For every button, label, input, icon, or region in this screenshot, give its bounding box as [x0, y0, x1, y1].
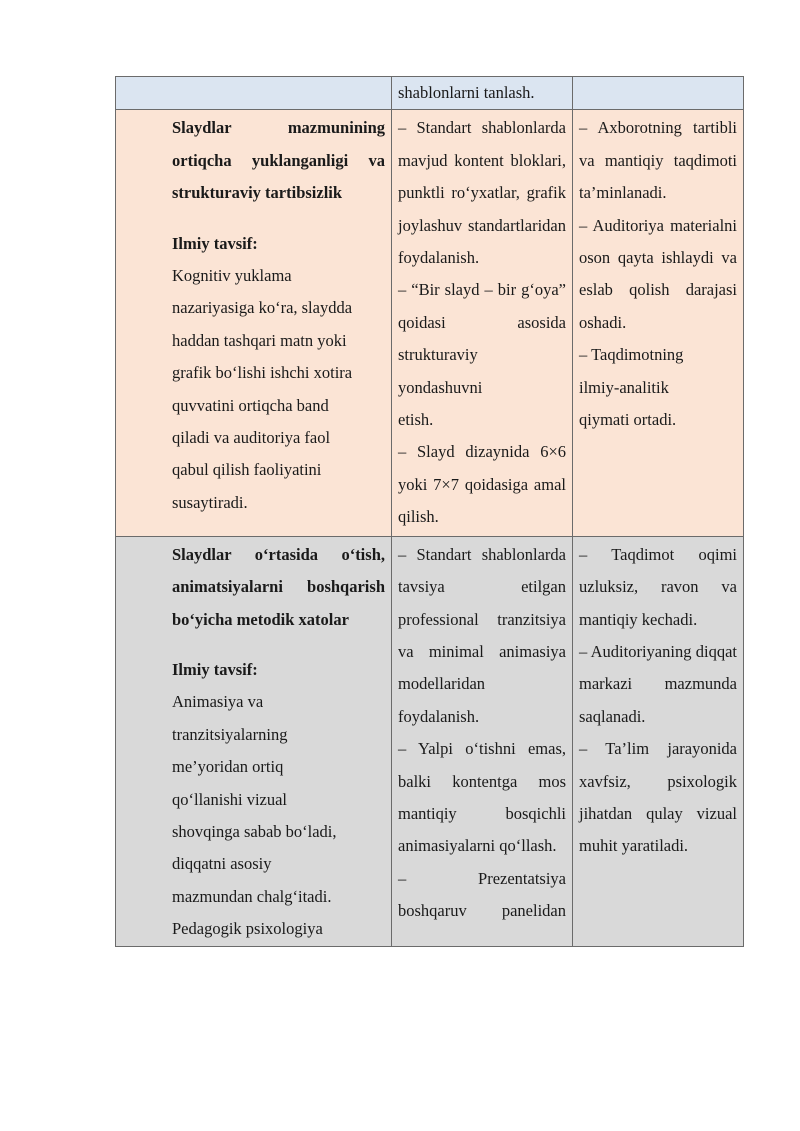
description-line: Pedagogik psixologiya: [172, 919, 323, 939]
table-row: [116, 536, 744, 946]
solution-item: etish.: [398, 410, 434, 430]
description-line: Kognitiv yuklama: [172, 266, 292, 286]
description-line: qo‘llanishi vizual: [172, 789, 288, 809]
solution-item: – Slayd dizaynida 6×6 yoki 7×7 qoidasiga amal qilish.: [398, 442, 566, 527]
description-line: qabul qilish faoliyatini: [172, 460, 322, 480]
result-item: – Auditoriyaning diqqat markazi mazmunda saqlanadi.: [579, 641, 737, 726]
solution-item: – “Bir slayd – bir g‘oya” qoidasi asosida strukturaviy yondashuvni: [398, 280, 566, 397]
solution-item: – Yalpi o‘tishni emas, balki kontentga mos mantiqiy bosqichli animasiyalarni qo‘llash.: [398, 739, 566, 856]
table-row: [116, 77, 744, 110]
solution-item: – Standart shablonlarda tavsiya etilgan professional tranzitsiya va minimal animasiya modellaridan foydalanish.: [398, 544, 566, 726]
description-line: grafik bo‘lishi ishchi xotira: [172, 363, 353, 383]
result-item: – Ta’lim jarayonida xavfsiz, psixologik jihatdan qulay vizual muhit yaratiladi.: [579, 739, 737, 856]
solution-item: – Prezentatsiya boshqaruv panelidan: [398, 868, 566, 921]
description-line: tranzitsiyalarning: [172, 724, 288, 744]
cell-result: [573, 77, 744, 110]
cell-problem: [116, 77, 392, 110]
description-line: shovqinga sabab bo‘ladi,: [172, 821, 337, 841]
description-line: quvvatini ortiqcha band: [172, 395, 329, 415]
description-label: Ilmiy tavsif:: [172, 233, 258, 253]
cell-solution: [392, 77, 573, 110]
cell-problem: [116, 110, 392, 536]
cell-result: [573, 536, 744, 946]
result-item: – Auditoriya materialni oson qayta ishlaydi va eslab qolish darajasi oshadi.: [579, 215, 737, 332]
cell-solution: [392, 536, 573, 946]
table-row: [116, 110, 744, 536]
problem-title: Slaydlar mazmunining ortiqcha yuklanganligi va strukturaviy tartibsizlik: [172, 118, 385, 203]
cell-result: [573, 110, 744, 536]
description-line: qiladi va auditoriya faol: [172, 428, 331, 448]
cell-solution: [392, 110, 573, 536]
description-line: susaytiradi.: [172, 492, 248, 512]
description-line: nazariyasiga ko‘ra, slaydda: [172, 298, 353, 318]
solution-item: – Standart shablonlarda mavjud kontent bloklari, punktli ro‘yxatlar, grafik joylashuv standartlaridan foydalanish.: [398, 118, 566, 268]
solution-text: shablonlarni tanlash.: [398, 83, 535, 102]
description-line: mazmundan chalg‘itadi.: [172, 886, 332, 906]
description-line: Animasiya va: [172, 692, 264, 712]
description-line: haddan tashqari matn yoki: [172, 330, 347, 350]
result-item: – Taqdimotning: [579, 345, 684, 365]
problem-title: Slaydlar o‘rtasida o‘tish, animatsiyalarni boshqarish bo‘yicha metodik xatolar: [172, 544, 385, 629]
result-item: – Axborotning tartibli va mantiqiy taqdimoti ta’minlanadi.: [579, 118, 737, 203]
description-line: diqqatni asosiy: [172, 854, 272, 874]
cell-problem: [116, 536, 392, 946]
result-item: ilmiy-analitik: [579, 377, 669, 397]
description-label: Ilmiy tavsif:: [172, 659, 258, 679]
content-table: [115, 76, 744, 947]
result-item: – Taqdimot oqimi uzluksiz, ravon va mantiqiy kechadi.: [579, 544, 737, 629]
description-line: me’yoridan ortiq: [172, 757, 284, 777]
result-item: qiymati ortadi.: [579, 410, 677, 430]
